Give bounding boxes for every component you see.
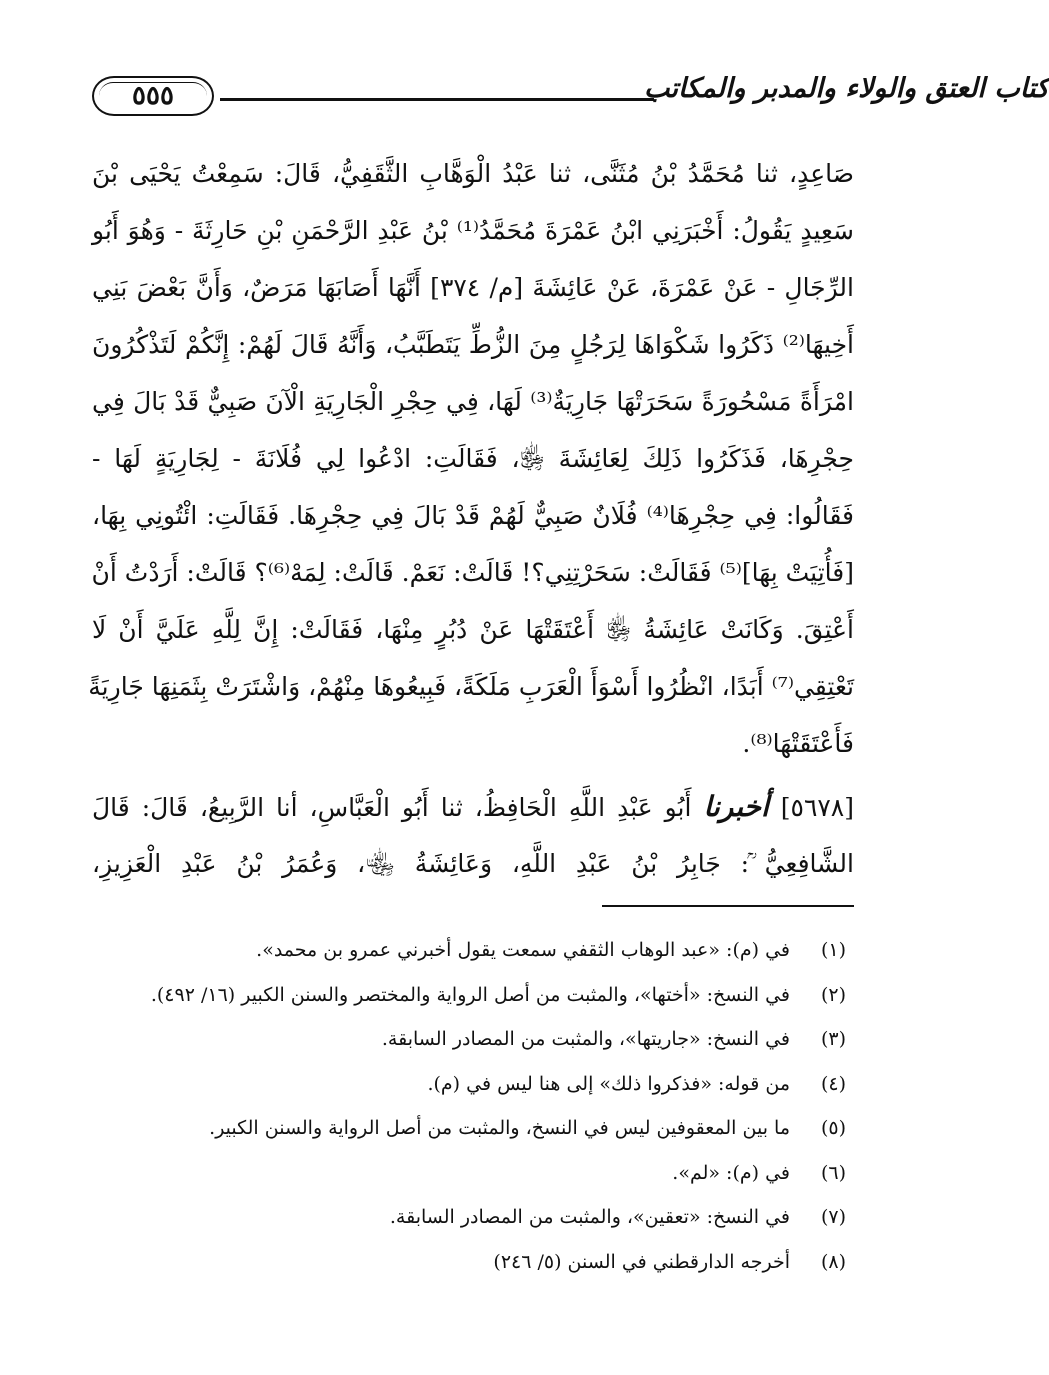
hadith-line bbox=[92, 778, 854, 835]
footnote-number: (٥) bbox=[820, 1117, 846, 1139]
footnote-text: في النسخ: «أختها»، والمثبت من أصل الرواية والمختصر والسنن الكبير (١٦/ ٤٩٢). bbox=[150, 983, 790, 1006]
footnote-number: (٨) bbox=[820, 1250, 846, 1273]
page-header bbox=[92, 58, 1049, 138]
text-line: [فَأُتِيَتْ بِهَا]⁽⁵⁾ فَقَالَتْ: سَحَرْتِنِي؟! قَالَتْ: نَعَمْ. قَالَتْ: لِمَهْ⁽⁶⁾؟ قَالَتْ: أَرَدْتُ أَنْ bbox=[91, 558, 854, 587]
footnote-number: (٣) bbox=[820, 1028, 846, 1050]
text-line: أَخِيهَا⁽²⁾ ذَكَرُوا شَكْوَاهَا لِرَجُلٍ مِنَ الزُّطِّ يَتَطَبَّبُ، وَأَنَّهُ قَالَ لَهُمْ: إِنَّكُمْ لَتَذْكُرُونَ bbox=[92, 330, 854, 359]
hadith-text: أَبُو عَبْدِ اللَّهِ الْحَافِظُ، ثنا أَبُو الْعَبَّاسِ، أنا الرَّبِيعُ، قَالَ: قَالَ bbox=[92, 793, 692, 822]
footnote bbox=[92, 1062, 846, 1107]
footnote bbox=[92, 1017, 846, 1062]
footnote bbox=[92, 973, 846, 1018]
footnotes bbox=[92, 928, 846, 1284]
text-line: تَعْتِقِي⁽⁷⁾ أَبَدًا، انْظُرُوا أَسْوَأَ الْعَرَبِ مَلَكَةً، فَبِيعُوهَا مِنْهُمْ، وَاشْتَرَتْ بِثَمَنِهَا جَارِيَةً bbox=[88, 672, 854, 701]
text-line: الشَّافِعِيُّ ؒ: جَابِرُ بْنُ عَبْدِ اللَّهِ، وَعَائِشَةُ ﵄، وَعُمَرُ بْنُ عَبْدِ الْعَزِيزِ، bbox=[92, 849, 854, 878]
text-line: صَاعِدٍ، ثنا مُحَمَّدُ بْنُ مُثَنَّى، ثنا عَبْدُ الْوَهَّابِ الثَّقَفِيُّ، قَالَ: سَمِعْتُ يَحْيَى بْنَ bbox=[92, 159, 854, 188]
text-line: فَقَالُوا: فِي حِجْرِهَا⁽⁴⁾ فُلَانٌ صَبِيٌّ لَهُمْ قَدْ بَالَ فِي حِجْرِهَا. فَقَالَتِ: ائْتُونِي بِهَا، bbox=[92, 501, 854, 530]
text-line: سَعِيدٍ يَقُولُ: أَخْبَرَنِي ابْنُ عَمْرَةَ مُحَمَّدُ⁽¹⁾ بْنُ عَبْدِ الرَّحْمَنِ بْنِ حَارِثَةَ - وَهُوَ أَبُو bbox=[92, 216, 854, 245]
text-line: فَأَعْتَقَتْهَا⁽⁸⁾. bbox=[742, 729, 854, 758]
page-number: ٥٥٥ bbox=[92, 76, 214, 116]
text-line: حِجْرِهَا، فَذَكَرُوا ذَلِكَ لِعَائِشَةَ ﵂، فَقَالَتِ: ادْعُوا لِي فُلَانَةَ - لِجَارِيَةٍ لَهَا - bbox=[92, 444, 854, 473]
footnote bbox=[92, 1106, 846, 1151]
footnote-text: في النسخ: «جاريتها»، والمثبت من المصادر السابقة. bbox=[381, 1028, 790, 1050]
footnote-text: من قوله: «فذكروا ذلك» إلى هنا ليس في (م). bbox=[427, 1072, 790, 1095]
footnote bbox=[92, 928, 846, 973]
footnote-number: (٧) bbox=[820, 1206, 846, 1228]
text-line: أَعْتِقَ. وَكَانَتْ عَائِشَةُ ﵂ أَعْتَقَتْهَا عَنْ دُبُرٍ مِنْهَا، فَقَالَتْ: إِنَّ لِلَّهِ عَلَيَّ أَنْ لَا bbox=[92, 615, 854, 644]
footnote-text: في (م): «لم». bbox=[672, 1161, 790, 1184]
book-title: كتاب العتق والولاء والمدبر والمكاتب bbox=[644, 72, 1049, 104]
text-line: الرِّجَالِ - عَنْ عَمْرَةَ، عَنْ عَائِشَةَ [م/ ٣٧٤] أَنَّهَا أَصَابَهَا مَرَضٌ، وَأَنَّ بَعْضَ بَنِي bbox=[92, 273, 854, 302]
footnote-number: (٤) bbox=[820, 1072, 846, 1095]
footnote bbox=[92, 1151, 846, 1196]
footnote-number: (٦) bbox=[820, 1161, 846, 1184]
hadith-keyword: أخبرنا bbox=[703, 790, 769, 823]
footnote-text: أخرجه الدارقطني في السنن (٥/ ٢٤٦) bbox=[493, 1250, 790, 1273]
footnote-number: (١) bbox=[820, 939, 846, 961]
text-line: امْرَأَةً مَسْحُورَةً سَحَرَتْهَا جَارِيَةٌ⁽³⁾ لَهَا، فِي حِجْرِ الْجَارِيَةِ الْآنَ صَبِيٌّ قَدْ بَالَ فِي bbox=[92, 387, 855, 416]
footnote-separator bbox=[602, 905, 854, 907]
footnote-text: في النسخ: «تعقين»، والمثبت من المصادر السابقة. bbox=[389, 1206, 790, 1228]
footnote-text: ما بين المعقوفين ليس في النسخ، والمثبت من أصل الرواية والسنن الكبير. bbox=[209, 1117, 790, 1139]
main-text bbox=[88, 145, 855, 892]
footnote bbox=[92, 1195, 846, 1240]
hadith-number: [٥٦٧٨] bbox=[780, 793, 854, 822]
header-rule bbox=[220, 98, 654, 101]
footnote-text: في (م): «عبد الوهاب الثقفي سمعت يقول أخبرني عمرو بن محمد». bbox=[256, 939, 790, 961]
footnote-number: (٢) bbox=[820, 983, 846, 1006]
footnote bbox=[92, 1240, 846, 1285]
